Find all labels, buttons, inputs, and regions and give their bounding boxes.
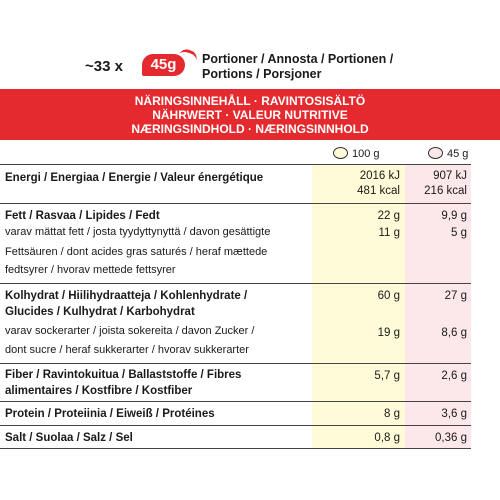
energy-45g-kcal: 216 kcal bbox=[424, 185, 467, 197]
portions-header bbox=[85, 50, 485, 84]
fiber-45g: 2,6 g bbox=[441, 370, 467, 382]
divider bbox=[0, 203, 471, 204]
banner-line-2: NÄHRWERT · VALEUR NUTRITIVE bbox=[152, 108, 348, 122]
nutrition-banner bbox=[0, 89, 500, 140]
carbs-label-line1: Kolhydrat / Hiilihydraatteja / Kohlenhydrate / bbox=[5, 290, 248, 302]
fiber-label-line2: alimentaires / Kostfibre / Kostfiber bbox=[5, 385, 193, 397]
energy-100g-kcal: 481 kcal bbox=[357, 185, 400, 197]
column-header-100g: 100 g bbox=[333, 147, 380, 161]
protein-label: Protein / Proteiinia / Eiweiß / Protéines bbox=[5, 408, 215, 420]
portions-label-line2: Portions / Porsjoner bbox=[202, 67, 322, 81]
saturated-label-line2: Fettsäuren / dont acides gras saturés / heraf mættede bbox=[5, 246, 268, 258]
saturated-label-line1: varav mättat fett / josta tyydyttynyttä / davon gesättigte bbox=[5, 226, 271, 238]
carbs-100g: 60 g bbox=[377, 290, 400, 302]
column-header-45g: 45 g bbox=[428, 147, 468, 161]
sugars-label-line2: dont sucre / heraf sukkerarter / hvorav sukkerarter bbox=[5, 344, 249, 356]
divider bbox=[0, 401, 471, 402]
salt-100g: 0,8 g bbox=[374, 432, 400, 444]
portion-weight-badge: 45g bbox=[142, 54, 185, 76]
sugars-label-line1: varav sockerarter / joista sokereita / davon Zucker / bbox=[5, 325, 255, 337]
carbs-label-line2: Glucides / Kulhydrat / Karbohydrat bbox=[5, 306, 195, 318]
energy-45g-kj: 907 kJ bbox=[433, 170, 467, 182]
carbs-45g: 27 g bbox=[444, 290, 467, 302]
sugars-100g: 19 g bbox=[377, 327, 400, 339]
salt-label: Salt / Suolaa / Salz / Sel bbox=[5, 432, 133, 444]
protein-45g: 3,6 g bbox=[441, 408, 467, 420]
divider bbox=[0, 448, 471, 449]
divider bbox=[0, 283, 471, 284]
column-100g-background bbox=[312, 164, 405, 448]
divider bbox=[0, 164, 471, 165]
circle-icon bbox=[428, 147, 443, 159]
fat-label: Fett / Rasvaa / Lipides / Fedt bbox=[5, 210, 160, 222]
saturated-label-line3: fedtsyrer / hvorav mettede fettsyrer bbox=[5, 264, 176, 276]
fiber-100g: 5,7 g bbox=[374, 370, 400, 382]
divider bbox=[0, 425, 471, 426]
energy-label: Energi / Energiaa / Energie / Valeur énergétique bbox=[5, 172, 264, 184]
sugars-45g: 8,6 g bbox=[441, 327, 467, 339]
divider bbox=[0, 363, 471, 364]
circle-icon bbox=[333, 147, 348, 159]
banner-line-1: NÄRINGSINNEHÅLL · RAVINTOSISÄLTÖ bbox=[134, 94, 366, 108]
portions-label-line1: Portioner / Annosta / Portionen / bbox=[202, 52, 394, 66]
fat-45g: 9,9 g bbox=[441, 210, 467, 222]
fiber-label-line1: Fiber / Ravintokuitua / Ballaststoffe / Fibres bbox=[5, 369, 242, 381]
salt-45g: 0,36 g bbox=[435, 432, 467, 444]
column-45g-background bbox=[405, 164, 471, 448]
energy-100g-kj: 2016 kJ bbox=[359, 170, 400, 182]
saturated-100g: 11 g bbox=[378, 227, 400, 239]
saturated-45g: 5 g bbox=[451, 227, 467, 239]
protein-100g: 8 g bbox=[384, 408, 400, 420]
banner-line-3: NÆRINGSINDHOLD · NÆRINGSINNHOLD bbox=[131, 122, 369, 136]
portion-count: ~33 x bbox=[85, 58, 123, 75]
fat-100g: 22 g bbox=[377, 210, 400, 222]
